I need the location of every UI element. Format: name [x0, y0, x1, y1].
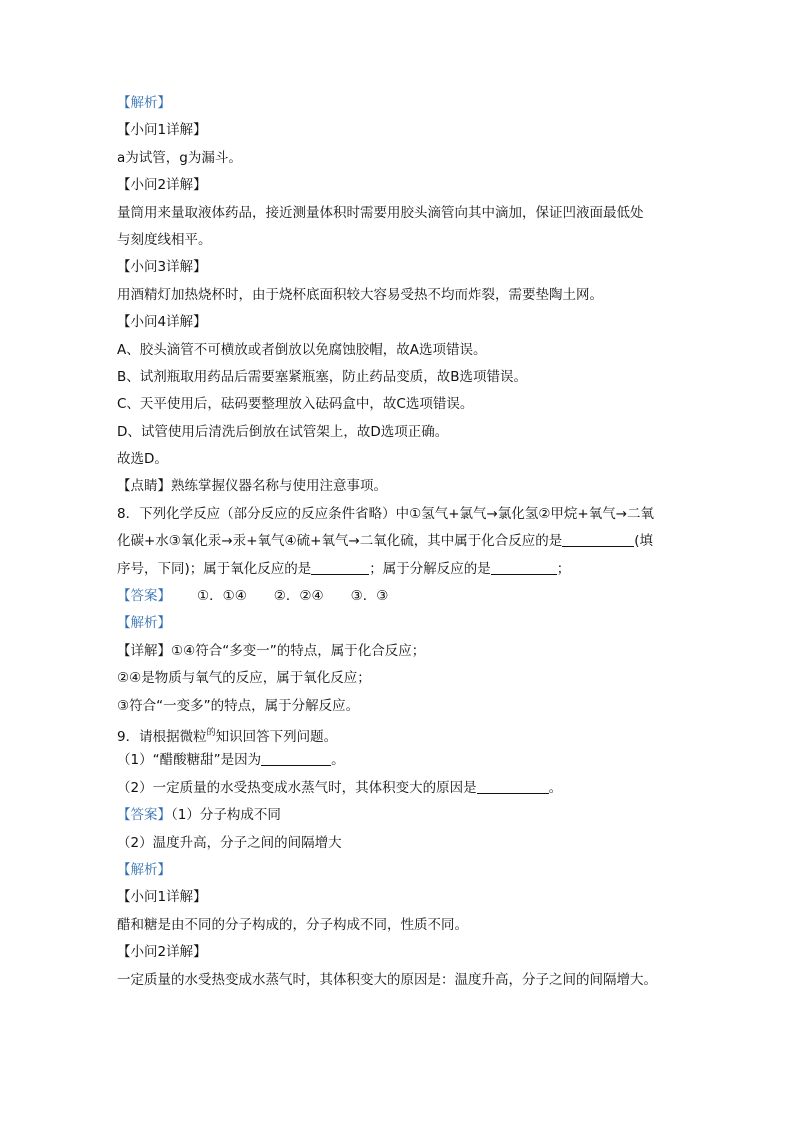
- answer-blank: [261, 751, 331, 766]
- q9-answer-text: （1）分子构成不同: [171, 807, 281, 824]
- detail-label: 【详解】: [117, 642, 171, 659]
- q8-stem-text: 序号，下同)；属于氧化反应的是: [117, 560, 312, 577]
- q9-sub1-end: 。: [331, 752, 345, 769]
- q9-sub2-heading: 【小问2详解】: [117, 944, 207, 961]
- q7-option-b: B、试剂瓶取用药品后需要塞紧瓶塞，防止药品变质，故B选项错误。: [117, 368, 528, 385]
- q9-sub2-text: （2）一定质量的水受热变成水蒸气时，其体积变大的原因是: [117, 779, 477, 796]
- q8-stem-text: 化碳+水③氧化汞→汞+氧气④硫+氧气→二氧化硫，其中属于化合反应的是: [117, 533, 563, 550]
- q7-conclusion: 故选D。: [117, 451, 168, 468]
- answer-blank: [477, 779, 549, 794]
- q8-answer-text: ①．①④ ②．②④ ③．③: [197, 588, 389, 605]
- q7-sub2-heading: 【小问2详解】: [117, 177, 207, 194]
- q8-answer: [117, 583, 687, 610]
- answer-blank: [491, 560, 557, 575]
- q8-stem-text: ；属于分解反应的是: [369, 560, 491, 577]
- q8-detail-line3: ③符合“一变多”的特点，属于分解反应。: [117, 697, 360, 714]
- q9-sub1-explanation: 醋和糖是由不同的分子构成的，分子构成不同，性质不同。: [117, 916, 468, 933]
- analysis-label: 【解析】: [117, 95, 171, 111]
- q7-sub3-heading: 【小问3详解】: [117, 259, 207, 276]
- q7-sub1-text: a为试管，g为漏斗。: [117, 149, 242, 166]
- answer-label: 【答案】: [117, 807, 171, 824]
- q9-stem-sup: 的: [206, 727, 216, 738]
- tip-label: 【点睛】: [117, 478, 171, 495]
- analysis-label: 【解析】: [117, 615, 171, 632]
- q8-stem-line1: 8．下列化学反应（部分反应的反应条件省略）中①氢气+氯气→氯化氢②甲烷+氧气→二氧: [117, 505, 655, 522]
- q9-sub1: [117, 747, 687, 774]
- q7-sub3-text: 用酒精灯加热烧杯时，由于烧杯底面积较大容易受热不均而炸裂，需要垫陶土网。: [117, 286, 603, 303]
- answer-label: 【答案】: [117, 588, 171, 605]
- q7-sub4-heading: 【小问4详解】: [117, 314, 207, 331]
- q8-stem-text: ；: [556, 560, 571, 577]
- q7-tip: [117, 473, 687, 500]
- q9-stem-text: 知识回答下列问题。: [215, 728, 338, 745]
- q9-sub2: [117, 775, 687, 802]
- q9-sub1-heading: 【小问1详解】: [117, 889, 207, 906]
- q8-stem-line2: [117, 528, 687, 555]
- q7-sub1-heading: 【小问1详解】: [117, 122, 207, 139]
- answer-blank: [311, 560, 369, 575]
- analysis-label: 【解析】: [117, 861, 171, 878]
- document-page: [117, 90, 687, 994]
- q8-detail-line2: ②④是物质与氧气的反应，属于氧化反应；: [117, 670, 371, 687]
- q7-option-d: D、试管使用后清洗后倒放在试管架上，故D选项正确。: [117, 423, 449, 440]
- q8-stem-text: (填: [634, 533, 654, 550]
- q7-option-a: A、胶头滴管不可横放或者倒放以免腐蚀胶帽，故A选项错误。: [117, 341, 487, 358]
- q7-sub2-text-line1: 量筒用来量取液体药品，接近测量体积时需要用胶头滴管向其中滴加，保证凹液面最低处: [117, 204, 644, 221]
- q7-option-c: C、天平使用后，砝码要整理放入砝码盒中，故C选项错误。: [117, 396, 474, 413]
- q8-detail-line1: [117, 638, 687, 665]
- q9-answer-line1: [117, 802, 687, 829]
- tip-text: 熟练掌握仪器名称与使用注意事项。: [171, 478, 387, 495]
- answer-blank: [562, 532, 634, 547]
- q8-stem-line3: [117, 556, 687, 583]
- q7-sub2-text-line2: 与刻度线相平。: [117, 231, 212, 248]
- q9-sub1-text: （1）“醋酸糖甜”是因为: [117, 752, 262, 769]
- q9-stem: [117, 720, 687, 747]
- q9-sub2-end: 。: [548, 779, 563, 796]
- q9-answer-line2: （2）温度升高，分子之间的间隔增大: [117, 834, 342, 851]
- q8-detail-text: ①④符合“多变一”的特点，属于化合反应；: [171, 642, 426, 659]
- q9-stem-text: 9．请根据微粒: [117, 728, 207, 745]
- q9-sub2-explanation: 一定质量的水受热变成水蒸气时，其体积变大的原因是：温度升高，分子之间的间隔增大。: [117, 971, 657, 988]
